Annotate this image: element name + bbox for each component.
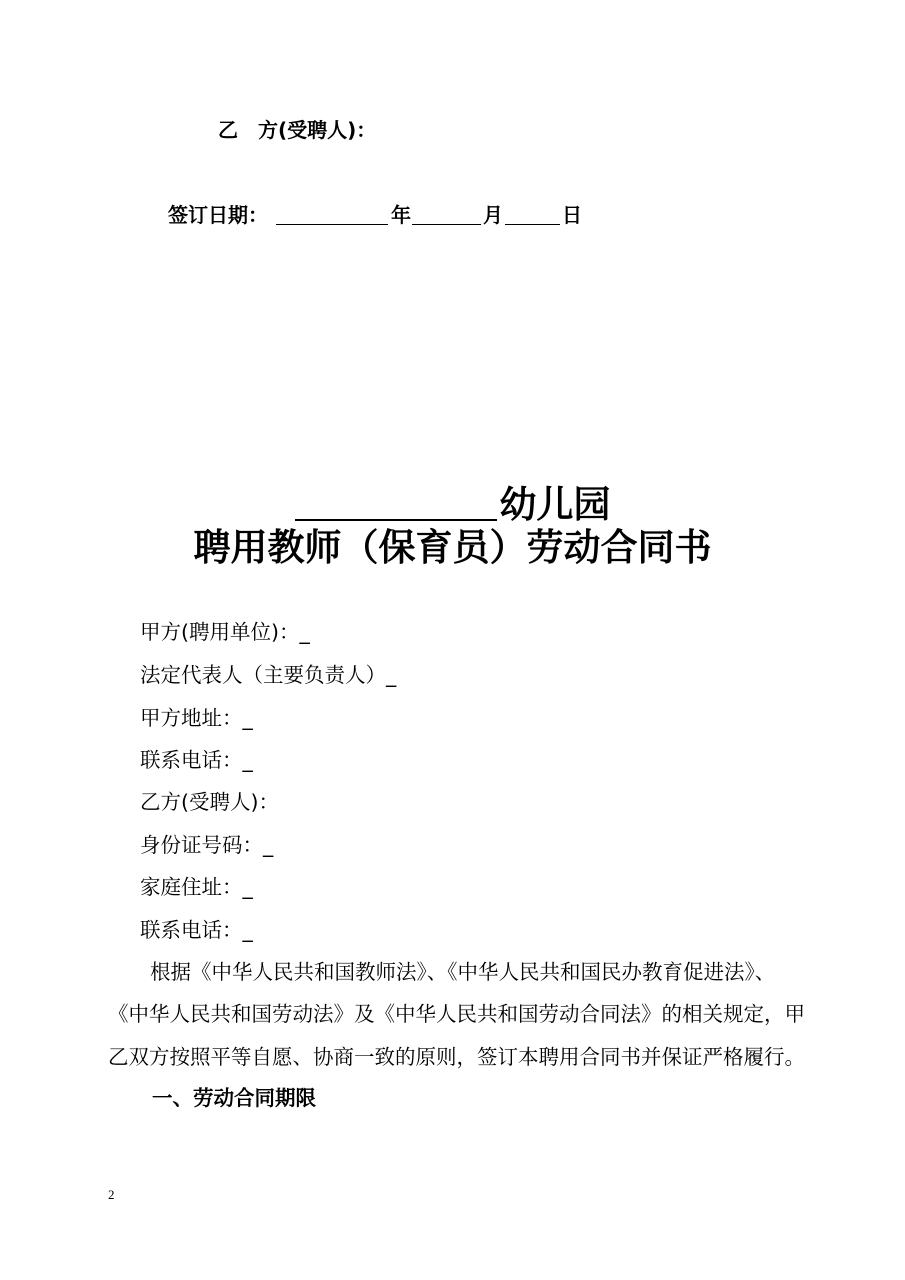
section-heading-contract-term: 一、劳动合同期限: [152, 1086, 316, 1110]
signing-date-label: 签订日期：: [168, 203, 268, 227]
field-id-number: 身份证号码：_: [140, 833, 274, 857]
kindergarten-name-blank: [295, 489, 497, 521]
month-blank: [412, 206, 481, 225]
title-kindergarten-suffix: 幼儿园: [499, 483, 611, 526]
field-legal-representative: 法定代表人（主要负责人）_: [140, 663, 397, 687]
month-label: 月: [483, 203, 503, 227]
year-label: 年: [391, 203, 411, 227]
field-employer-phone: 联系电话：_: [140, 748, 253, 772]
page-number: 2: [108, 1187, 115, 1202]
field-employer-address: 甲方地址：_: [140, 706, 253, 730]
field-employee-phone: 联系电话：_: [140, 918, 253, 942]
day-blank: [505, 206, 560, 225]
day-label: 日: [562, 203, 582, 227]
party-b-signature-label: 乙 方(受聘人)：: [218, 118, 377, 142]
contract-title-line-2: 聘用教师（保育员）劳动合同书: [193, 526, 712, 569]
field-employer-unit: 甲方(聘用单位)：_: [140, 620, 310, 644]
preamble-line: 根据《中华人民共和国教师法》、《中华人民共和国民办教育促进法》、: [150, 960, 776, 984]
field-employee: 乙方(受聘人)：: [140, 790, 279, 814]
contract-title-line-1: [0, 483, 905, 527]
preamble-line: 《中华人民共和国劳动法》及《中华人民共和国劳动合同法》的相关规定，甲: [108, 1002, 805, 1026]
year-blank: [276, 206, 388, 225]
field-home-address: 家庭住址：_: [140, 875, 253, 899]
signing-date-line: [168, 201, 582, 229]
preamble-line: 乙双方按照平等自愿、协商一致的原则，签订本聘用合同书并保证严格履行。: [108, 1045, 805, 1069]
